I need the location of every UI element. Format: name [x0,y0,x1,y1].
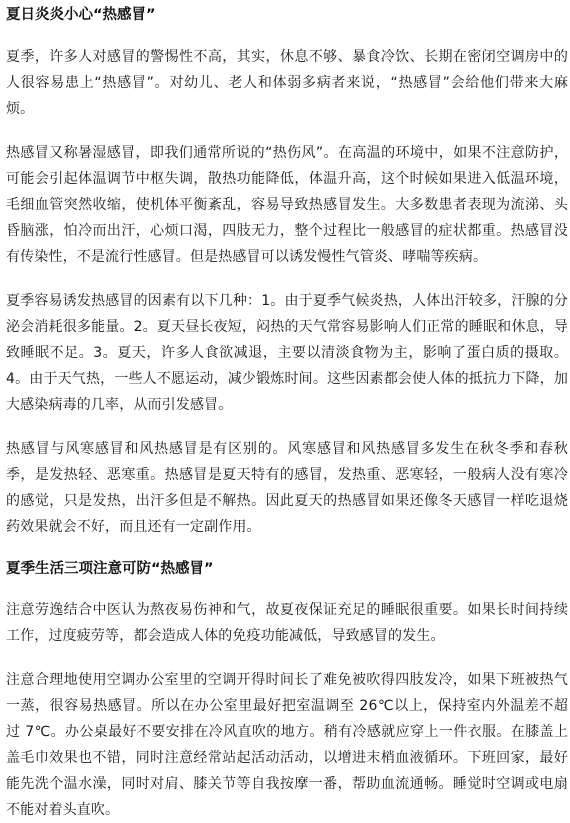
article-paragraph: 热感冒又称暑湿感冒，即我们通常所说的“热伤风”。在高温的环境中，如果不注意防护，可能会引起体温调节中枢失调，散热功能降低，体温升高，这个时候如果进入低温环境，毛细血管突然收缩，使机体平衡紊乱，容易导致热感冒发生。大多数患者表现为流涕、头昏脑涨，怕冷而出汗，心烦口渴，四肢无力，整个过程比一般感冒的症状都重。热感冒没有传染性，不是流行性感冒。但是热感冒可以诱发慢性气管炎、哮喘等疾病。 [6,145,568,265]
section-heading: 夏季生活三项注意可防“热感冒” [6,561,214,577]
article-paragraph: 注意劳逸结合中医认为熬夜易伤神和气，故夏夜保证充足的睡眠很重要。如果长时间持续工作，过度疲劳等，都会造成人体的免疫功能减低，导致感冒的发生。 [6,602,568,644]
article-paragraph: 注意合理地使用空调办公室里的空调开得时间长了难免被吹得四肢发冷，如果下班被热气一蒸，很容易热感冒。所以在办公室里最好把室温调至 26℃以上，保持室内外温差不超过 7℃。办公桌最好不要安排在冷风直吹的地方。稍有冷感就应穿上一件衣服。在膝盖上盖毛巾效果也不错，同时注意经常站起活动活动，以增进末梢血液循环。下班回家，最好能先洗个温水澡，同时对肩、膝关节等自我按摩一番，帮助血流通畅。睡觉时空调或电扇不能对着头直吹。 [6,672,568,818]
article-paragraph: 夏季容易诱发热感冒的因素有以下几种：1。由于夏季气候炎热，人体出汗较多，汗腺的分泌会消耗很多能量。2。夏天昼长夜短，闷热的天气常容易影响人们正常的睡眠和休息，导致睡眠不足。3。夏天，许多人食欲减退，主要以清淡食物为主，影响了蛋白质的摄取。4。由于天气热，一些人不愿运动，减少锻炼时间。这些因素都会使人体的抵抗力下降，加大感染病毒的几率，从而引发感冒。 [6,293,568,413]
article-paragraph: 热感冒与风寒感冒和风热感冒是有区别的。风寒感冒和风热感冒多发生在秋冬季和春秋季，是发热轻、恶寒重。热感冒是夏天特有的感冒，发热重、恶寒轻，一般病人没有寒冷的感觉，只是发热，出汗多但是不解热。因此夏天的热感冒如果还像冬天感冒一样吃退烧药效果就会不好，而且还有一定副作用。 [6,441,568,535]
article-paragraph: 夏季，许多人对感冒的警惕性不高，其实，休息不够、暴食冷饮、长期在密闭空调房中的人很容易患上“热感冒”。对幼儿、老人和体弱多病者来说，“热感冒”会给他们带来大麻烦。 [6,49,568,117]
article-title: 夏日炎炎小心“热感冒” [6,7,156,23]
